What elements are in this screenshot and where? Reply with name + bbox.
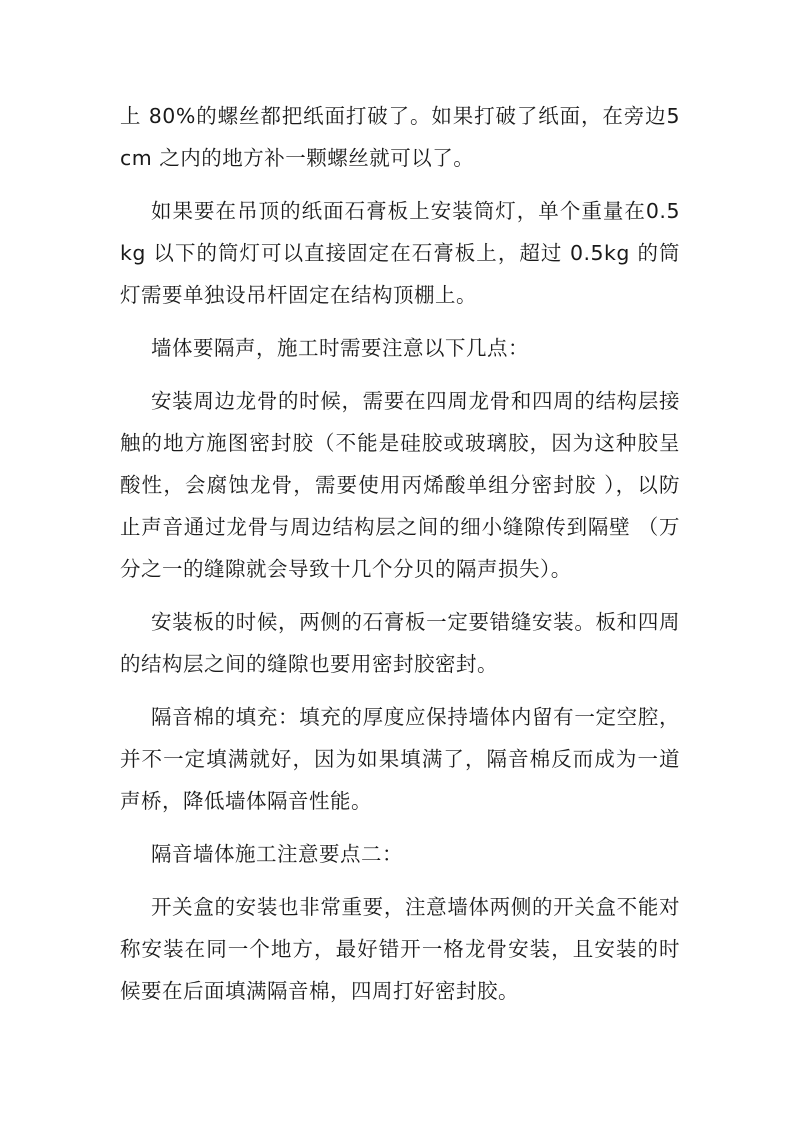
paragraph-switch-box-install: 开关盒的安装也非常重要，注意墙体两侧的开关盒不能对称安装在同一个地方，最好错开一格龙骨安装，且安装的时候要在后面填满隔音棉，四周打好密封胶。	[120, 895, 680, 1003]
paragraph-key-points-two: 隔音墙体施工注意要点二：	[151, 842, 403, 866]
paragraph-perimeter-keel-sealant: 安装周边龙骨的时候，需要在四周龙骨和四周的结构层接触的地方施图密封胶（不能是硅胶或玻璃胶，因为这种胶呈酸性，会腐蚀龙骨，需要使用丙烯酸单组分密封胶 ），以防止声音通过龙骨与周边结构层之间的细小缝隙传到隔壁 （万分之一的缝隙就会导致十几个分贝的隔声损失）。	[120, 389, 680, 581]
paragraph-continued-screws: 上 80%的螺丝都把纸面打破了。如果打破了纸面，在旁边5cm 之内的地方补一颗螺丝就可以了。	[120, 104, 680, 170]
document-body	[120, 95, 680, 1023]
paragraph-downlight-install: 如果要在吊顶的纸面石膏板上安装筒灯，单个重量在0.5kg 以下的筒灯可以直接固定在石膏板上，超过 0.5kg 的筒灯需要单独设吊杆固定在结构顶棚上。	[120, 199, 680, 307]
paragraph-board-staggered-seams: 安装板的时候，两侧的石膏板一定要错缝安装。板和四周的结构层之间的缝隙也要用密封胶密封。	[120, 610, 680, 676]
paragraph-insulation-filling: 隔音棉的填充：填充的厚度应保持墙体内留有一定空腔，并不一定填满就好，因为如果填满了，隔音棉反而成为一道声桥，降低墙体隔音性能。	[120, 705, 680, 813]
paragraph-wall-soundproof-intro: 墙体要隔声，施工时需要注意以下几点：	[151, 336, 529, 360]
